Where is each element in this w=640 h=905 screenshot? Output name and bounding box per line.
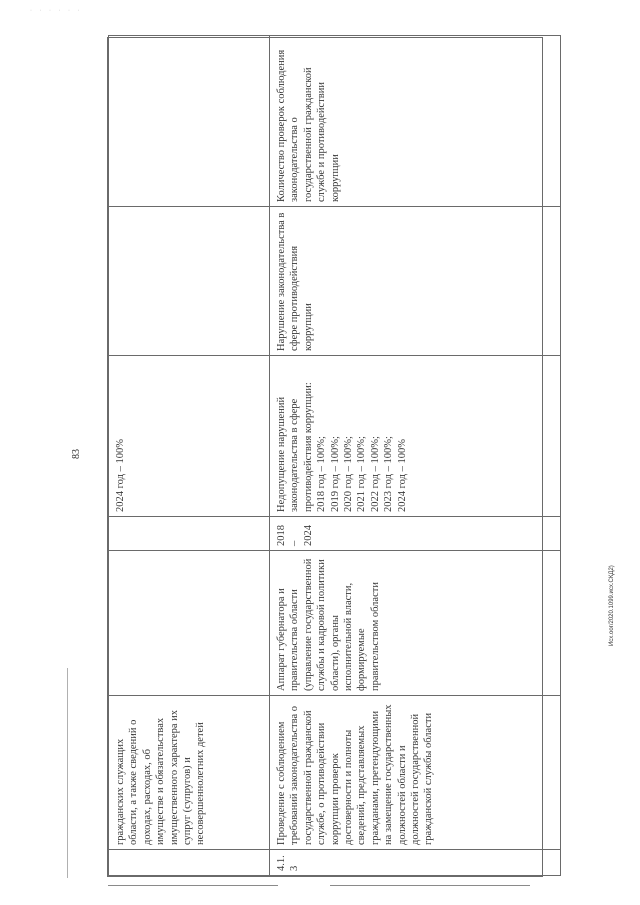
cell-control [109, 36, 270, 207]
cell-indicator [270, 356, 561, 517]
cell-number: 4.1.3 [270, 850, 561, 876]
indicator-line: 2018 год – 100%; [316, 436, 328, 512]
bottom-rule-left [108, 885, 278, 886]
indicator-line: 2021 год – 100%; [356, 436, 368, 512]
cell-risk [109, 207, 270, 356]
indicator-line: 2022 год – 100%; [369, 436, 381, 512]
table-row-continuation [109, 36, 270, 876]
indicator-line: 2019 год – 100%; [329, 436, 341, 512]
indicator-line: 2024 год – 100% [396, 439, 408, 512]
plan-table [108, 35, 561, 876]
plan-table-wrapper [107, 37, 543, 877]
cell-executor: Аппарат губернатора и правительства области (управление государственной службы и кадровой политики области), органы исполнительной власти, формируемые правительством области [270, 551, 561, 696]
cell-indicator [109, 356, 270, 517]
cell-event: гражданских служащих области, а также сведений о доходах, расходах, об имуществе и обязательствах имущественного характера их супруг (супругов) и несовершеннолетних детей [109, 696, 270, 850]
indicator-line: Недопущение нарушений законодательства в сфере противодействия коррупции: [276, 382, 314, 512]
cell-period: 2018 – 2024 [270, 517, 561, 551]
page-number: 83 [71, 449, 82, 459]
cell-number [109, 850, 270, 876]
cell-event: Проведение с соблюдением требований законодательства о государственной гражданской службе, о противодействии коррупции проверок достоверности и полноты сведений, представляемых гражданами, претендующими на замещение государственных должностей области и должностей государственной гражданской службы области [270, 696, 561, 850]
cell-risk: Нарушение законодательства в сфере противодействия коррупции [270, 207, 561, 356]
table-row-4-1-3 [270, 36, 561, 876]
cell-period [109, 517, 270, 551]
document-code: Исх.оог/2020.1099.исх.СКД2) [609, 565, 615, 646]
indicator-line: 2024 год – 100% [115, 439, 126, 512]
bottom-rule-right [330, 885, 530, 886]
cell-executor [109, 551, 270, 696]
scan-artifact: · · · · · · [30, 8, 83, 14]
indicator-line: 2020 год – 100%; [343, 436, 355, 512]
indicator-line: 2023 год – 100%; [383, 436, 395, 512]
plan-table-rotated [107, 37, 543, 877]
cell-control: Количество проверок соблюдения законодательства о государственной гражданской службе и противодействии коррупции [270, 36, 561, 207]
scan-margin-line [67, 668, 68, 878]
